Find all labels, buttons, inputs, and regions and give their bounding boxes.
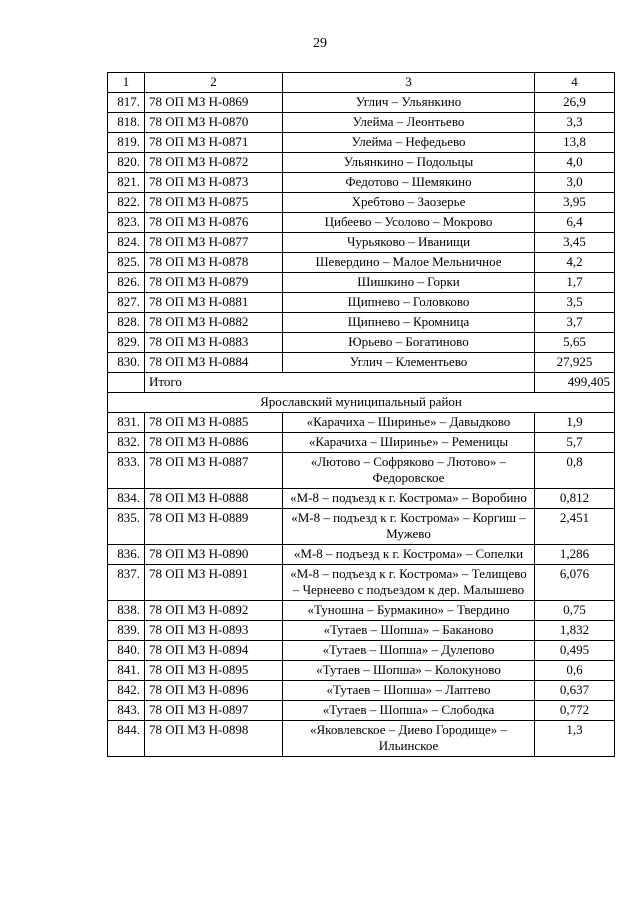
road-name: Юрьево – Богатиново [283, 333, 535, 353]
row-number: 830. [108, 353, 145, 373]
road-code: 78 ОП МЗ Н-0888 [145, 489, 283, 509]
table-row [108, 353, 615, 373]
road-name: «Яковлевское – Диево Городище» – Ильинское [283, 721, 535, 757]
road-code: 78 ОП МЗ Н-0877 [145, 233, 283, 253]
road-name: «М-8 – подъезд к г. Кострома» – Воробино [283, 489, 535, 509]
section-title: Ярославский муниципальный район [108, 393, 615, 413]
road-length: 3,7 [535, 313, 615, 333]
column-header-1: 1 [108, 73, 145, 93]
row-number: 840. [108, 641, 145, 661]
row-number: 826. [108, 273, 145, 293]
road-code: 78 ОП МЗ Н-0870 [145, 113, 283, 133]
road-name: Углич – Клементьево [283, 353, 535, 373]
road-code: 78 ОП МЗ Н-0884 [145, 353, 283, 373]
row-number: 836. [108, 545, 145, 565]
row-number: 841. [108, 661, 145, 681]
road-code: 78 ОП МЗ Н-0886 [145, 433, 283, 453]
road-length: 4,0 [535, 153, 615, 173]
road-length: 13,8 [535, 133, 615, 153]
road-code: 78 ОП МЗ Н-0872 [145, 153, 283, 173]
table-row [108, 313, 615, 333]
table-row [108, 253, 615, 273]
road-length: 3,45 [535, 233, 615, 253]
road-name: Углич – Ульянкино [283, 93, 535, 113]
road-code: 78 ОП МЗ Н-0875 [145, 193, 283, 213]
road-length: 0,495 [535, 641, 615, 661]
road-code: 78 ОП МЗ Н-0889 [145, 509, 283, 545]
table-row [108, 621, 615, 641]
row-number: 838. [108, 601, 145, 621]
table-row [108, 193, 615, 213]
road-code: 78 ОП МЗ Н-0887 [145, 453, 283, 489]
road-name: «Туношна – Бурмакино» – Твердино [283, 601, 535, 621]
road-code: 78 ОП МЗ Н-0896 [145, 681, 283, 701]
road-length: 3,0 [535, 173, 615, 193]
row-number: 844. [108, 721, 145, 757]
total-label: Итого [145, 373, 535, 393]
road-length: 0,8 [535, 453, 615, 489]
road-length: 3,5 [535, 293, 615, 313]
road-code: 78 ОП МЗ Н-0890 [145, 545, 283, 565]
section-header-row [108, 393, 615, 413]
road-length: 6,076 [535, 565, 615, 601]
road-code: 78 ОП МЗ Н-0892 [145, 601, 283, 621]
row-number: 837. [108, 565, 145, 601]
road-length: 4,2 [535, 253, 615, 273]
total-empty-cell [108, 373, 145, 393]
table-row [108, 701, 615, 721]
road-code: 78 ОП МЗ Н-0891 [145, 565, 283, 601]
row-number: 823. [108, 213, 145, 233]
road-length: 0,812 [535, 489, 615, 509]
road-code: 78 ОП МЗ Н-0869 [145, 93, 283, 113]
road-code: 78 ОП МЗ Н-0881 [145, 293, 283, 313]
road-length: 0,75 [535, 601, 615, 621]
road-length: 0,637 [535, 681, 615, 701]
row-number: 832. [108, 433, 145, 453]
road-name: «Тутаев – Шопша» – Колокуново [283, 661, 535, 681]
row-number: 827. [108, 293, 145, 313]
road-length: 3,3 [535, 113, 615, 133]
road-code: 78 ОП МЗ Н-0882 [145, 313, 283, 333]
road-code: 78 ОП МЗ Н-0895 [145, 661, 283, 681]
road-length: 27,925 [535, 353, 615, 373]
road-name: «М-8 – подъезд к г. Кострома» – Коргиш – Мужево [283, 509, 535, 545]
table-row [108, 681, 615, 701]
table-row [108, 565, 615, 601]
road-name: Улейма – Леонтьево [283, 113, 535, 133]
road-length: 6,4 [535, 213, 615, 233]
road-code: 78 ОП МЗ Н-0898 [145, 721, 283, 757]
row-number: 833. [108, 453, 145, 489]
table-row [108, 233, 615, 253]
page-number: 29 [313, 36, 327, 51]
road-length: 3,95 [535, 193, 615, 213]
road-name: «Лютово – Софряково – Лютово» – Федоровское [283, 453, 535, 489]
road-length: 26,9 [535, 93, 615, 113]
road-name: Ульянкино – Подольцы [283, 153, 535, 173]
road-name: Цибеево – Усолово – Мокрово [283, 213, 535, 233]
road-code: 78 ОП МЗ Н-0878 [145, 253, 283, 273]
row-number: 821. [108, 173, 145, 193]
table-row [108, 173, 615, 193]
road-name: Шишкино – Горки [283, 273, 535, 293]
table-row [108, 545, 615, 565]
road-code: 78 ОП МЗ Н-0879 [145, 273, 283, 293]
table-row [108, 509, 615, 545]
road-code: 78 ОП МЗ Н-0883 [145, 333, 283, 353]
road-code: 78 ОП МЗ Н-0876 [145, 213, 283, 233]
road-code: 78 ОП МЗ Н-0897 [145, 701, 283, 721]
table-row [108, 661, 615, 681]
road-length: 1,7 [535, 273, 615, 293]
road-length: 1,286 [535, 545, 615, 565]
row-number: 835. [108, 509, 145, 545]
road-name: «М-8 – подъезд к г. Кострома» – Сопелки [283, 545, 535, 565]
table-row [108, 453, 615, 489]
road-name: «Тутаев – Шопша» – Дулепово [283, 641, 535, 661]
road-name: Шевердино – Малое Мельничное [283, 253, 535, 273]
road-name: Щипнево – Головково [283, 293, 535, 313]
table-row [108, 333, 615, 353]
row-number: 824. [108, 233, 145, 253]
road-name: «Карачиха – Ширинье» – Давыдково [283, 413, 535, 433]
row-number: 819. [108, 133, 145, 153]
table-row [108, 433, 615, 453]
row-number: 820. [108, 153, 145, 173]
road-name: «Тутаев – Шопша» – Баканово [283, 621, 535, 641]
column-header-2: 2 [145, 73, 283, 93]
road-length: 0,772 [535, 701, 615, 721]
column-header-4: 4 [535, 73, 615, 93]
table-row [108, 293, 615, 313]
row-number: 839. [108, 621, 145, 641]
road-name: «Тутаев – Шопша» – Лаптево [283, 681, 535, 701]
roads-table [107, 72, 615, 757]
road-name: Улейма – Нефедьево [283, 133, 535, 153]
road-code: 78 ОП МЗ Н-0894 [145, 641, 283, 661]
total-row [108, 373, 615, 393]
road-length: 5,7 [535, 433, 615, 453]
table-row [108, 93, 615, 113]
road-name: «Карачиха – Ширинье» – Ременицы [283, 433, 535, 453]
table-row [108, 721, 615, 757]
road-length: 1,9 [535, 413, 615, 433]
road-code: 78 ОП МЗ Н-0885 [145, 413, 283, 433]
road-name: Чурьяково – Иванищи [283, 233, 535, 253]
row-number: 822. [108, 193, 145, 213]
table-row [108, 413, 615, 433]
road-name: Федотово – Шемякино [283, 173, 535, 193]
row-number: 818. [108, 113, 145, 133]
road-code: 78 ОП МЗ Н-0871 [145, 133, 283, 153]
road-name: «Тутаев – Шопша» – Слободка [283, 701, 535, 721]
row-number: 817. [108, 93, 145, 113]
row-number: 828. [108, 313, 145, 333]
table-row [108, 153, 615, 173]
row-number: 825. [108, 253, 145, 273]
row-number: 842. [108, 681, 145, 701]
table-row [108, 601, 615, 621]
row-number: 834. [108, 489, 145, 509]
table-header-row [108, 73, 615, 93]
road-code: 78 ОП МЗ Н-0873 [145, 173, 283, 193]
road-name: Хребтово – Заозерье [283, 193, 535, 213]
table-row [108, 641, 615, 661]
table-row [108, 273, 615, 293]
road-length: 5,65 [535, 333, 615, 353]
column-header-3: 3 [283, 73, 535, 93]
road-length: 2,451 [535, 509, 615, 545]
row-number: 831. [108, 413, 145, 433]
road-code: 78 ОП МЗ Н-0893 [145, 621, 283, 641]
table-row [108, 489, 615, 509]
table-row [108, 133, 615, 153]
table-row [108, 113, 615, 133]
row-number: 843. [108, 701, 145, 721]
road-length: 0,6 [535, 661, 615, 681]
road-length: 1,3 [535, 721, 615, 757]
total-value: 499,405 [535, 373, 615, 393]
road-name: «М-8 – подъезд к г. Кострома» – Телищево – Чернеево с подъездом к дер. Малышево [283, 565, 535, 601]
row-number: 829. [108, 333, 145, 353]
road-name: Щипнево – Кромница [283, 313, 535, 333]
road-length: 1,832 [535, 621, 615, 641]
table-row [108, 213, 615, 233]
